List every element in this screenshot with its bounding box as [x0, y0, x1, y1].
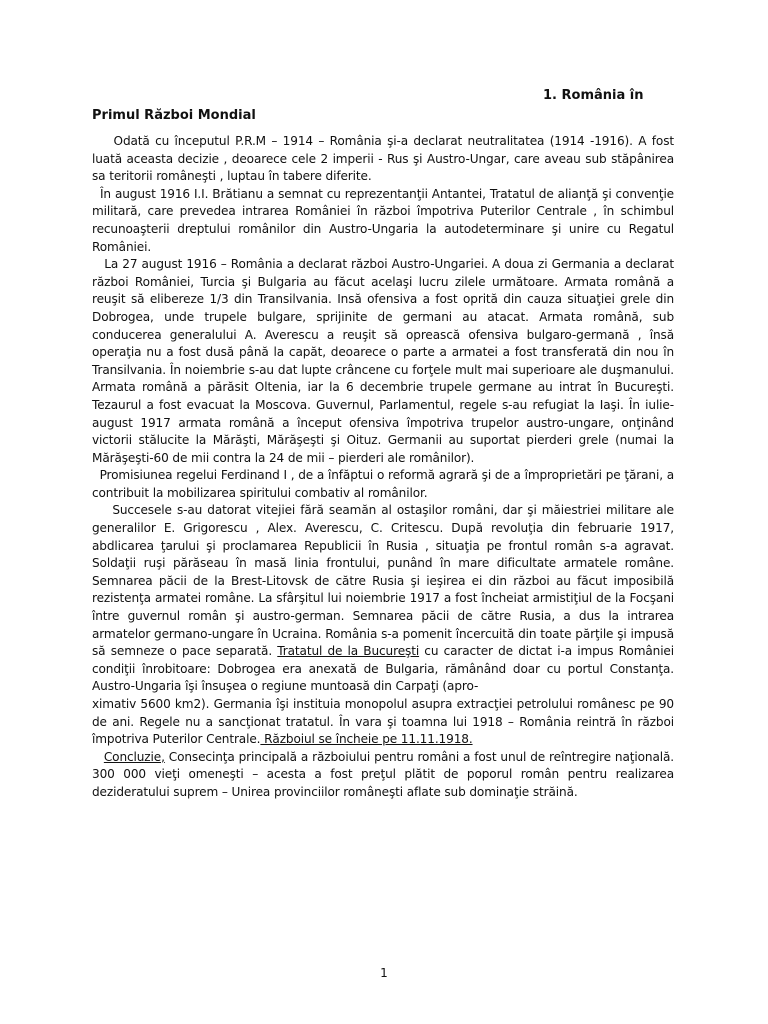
- paragraph-neutrality: [92, 133, 674, 186]
- conclusion-label: Concluzie,: [103, 749, 165, 764]
- paragraph-war-declaration: [92, 256, 674, 467]
- heading-part-2: Primul Război Mondial: [92, 108, 256, 123]
- paragraph-text: Succesele s-au datorat vitejiei fără seamăn al ostaşilor români, dar şi măiestriei militare ale generalilor E. Grigorescu , Alex. Averescu, C. Critescu. După revoluţia din februarie 1917, abdlicarea ţarului şi proclamarea Republicii în Rusia , situaţia pe frontul român s-a agravat. Soldaţii ruşi părăseau în masă linia frontului, punând în mare dificultate armatele române. Semnarea păcii de la Brest-Litovsk de către Rusia şi ieşirea ei din război au făcut imposibilă rezistenţa armatei române. La sfârşitul lui noiembrie 1917 a fost încheiat armistiţiul de la Focşani între guvernul român şi austro-german. Semnarea păcii de către Rusia, a dus la intrarea armatelor germano-ungare în Ucraina. România s-a pomenit încercuită din toate părţile şi impusă să semneze o pace separată.: [92, 503, 674, 659]
- paragraph-agrarian-reform: [92, 467, 674, 502]
- bucharest-treaty-link: Tratatul de la Bucureşti: [277, 644, 420, 659]
- paragraph-conclusion: [92, 749, 674, 802]
- paragraph-text: La 27 august 1916 – România a declarat război Austro-Ungariei. A doua zi Germania a declarat război României, Turcia şi Bulgaria au făcut acelaşi lucru zilele următoare. Armata română a reuşit să elibereze 1/3 din Transilvania. Insă ofensiva a fost oprită din cauza situaţiei grele din Dobrogea, unde trupele bulgare, sprijinite de germani au atacat. Armata română, sub conducerea generalului A. Averescu a reuşit să oprească ofensiva bulgaro-germană , însă operaţia nu a fost dusă până la capăt, deoarece o parte a armatei a fost transferată din nou în Transilvania. În noiembrie s-au dat lupte crâncene cu forţele mult mai superioare ale duşmanului. Armata română a părăsit Oltenia, iar la 6 decembrie trupele germane au intrat în Bucureşti. Tezaurul a fost evacuat la Moscova. Guvernul, Parlamentul, regele s-au refugiat la Iaşi. În iulie-august 1917 armata română a început ofensiva împotriva trupelor austro-ungare, onţinând victorii stălucite la Mărăşti, Mărăşeşti şi Oituz. Germanii au suportat pierderi grele (numai la Mărăşeşti-60 de mii contra la 24 de mii – pierderi ale românilor).: [92, 257, 674, 465]
- paragraph-text: Promisiunea regelui Ferdinand I , de a înfăptui o reformă agrară şi de a împroprietări pe ţărani, a contribuit la mobilizarea spiritului combativ al românilor.: [92, 468, 675, 500]
- war-end-sentence: Războiul se încheie pe 11.11.1918.: [260, 732, 473, 747]
- paragraph-text: cu caracter de dictat i-a impus României condiţii înrobitoare: Dobrogea era anexată de Bulgaria, rămânând doar cu portul Constanţa. Austro-Ungaria îşi însuşea o regiune muntoasă din Carpaţi (apro-: [92, 644, 674, 694]
- page-number: 1: [380, 966, 388, 980]
- heading-part-1: 1. România în: [543, 88, 644, 103]
- paragraph-alliance-treaty: [92, 186, 674, 256]
- paragraph-text: Odată cu începutul P.R.M – 1914 – România şi-a declarat neutralitatea (1914 -1916). A fost luată aceasta decizie , deoarece cele 2 imperii - Rus şi Austro-Ungar, care aveau sub stăpânirea sa teritorii româneşti , luptau în tabere diferite.: [92, 134, 674, 184]
- paragraph-text: Consecinţa principală a războiului pentru români a fost unul de reîntregire naţională. 300 000 vieţi omeneşti – acesta a fost preţul plătit de poporul român pentru realizarea dezideratului suprem – Unirea provinciilor româneşti aflate sub dominaţie străină.: [92, 749, 674, 799]
- document-body: [92, 133, 674, 802]
- paragraph-peace-treaty: [92, 502, 674, 748]
- paragraph-text: ximativ 5600 km2). Germania îşi instituia monopolul asupra extracţiei petrolului românesc pe 90 de ani. Regele nu a sancţionat tratatul. În vara şi toamna lui 1918 – România reintră în război împotriva Puterilor Centrale.: [92, 697, 674, 747]
- paragraph-text: În august 1916 I.I. Brătianu a semnat cu reprezentanţii Antantei, Tratatul de alianţă şi convenţie militară, care prevedea intrarea României în război împotriva Puterilor Centrale , în schimbul recunoaşterii dreptului românilor din Austro-Ungaria la autodeterminare şi unire cu Regatul României.: [92, 186, 674, 254]
